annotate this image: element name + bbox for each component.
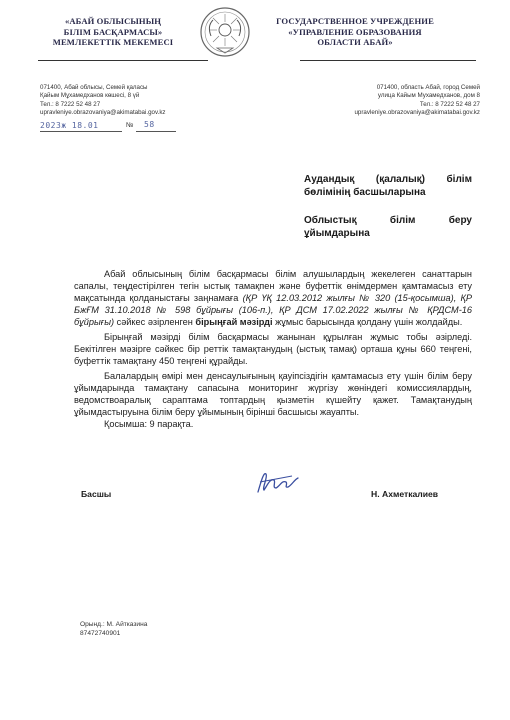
- org-line: БІЛІМ БАСҚАРМАСЫ»: [63, 26, 163, 37]
- date-handwritten: 2023ж 18.01: [40, 121, 99, 130]
- text-run: сәйкес әзірленген: [114, 317, 196, 327]
- address-line: 071400, Абай облысы, Семей қаласы: [40, 84, 148, 91]
- org-line: «УПРАВЛЕНИЕ ОБРАЗОВАНИЯ: [288, 26, 422, 37]
- org-line: ГОСУДАРСТВЕННОЕ УЧРЕЖДЕНИЕ: [276, 16, 434, 26]
- recipient-line: Аудандық (қалалық) білім: [304, 174, 472, 185]
- org-line: МЕМЛЕКЕТТІК МЕКЕМЕСІ: [52, 37, 174, 47]
- address-line: Тел.: 8 7222 52 48 27: [40, 100, 101, 108]
- recipient-line: Облыстық білім беру: [304, 215, 472, 226]
- executor-phone: 87472740901: [80, 629, 121, 637]
- address-line: 071400, область Абай, город Семей: [376, 84, 480, 91]
- recipient-line: бөлімінің басшыларына: [304, 187, 426, 198]
- executor-info: [80, 621, 147, 638]
- state-emblem-icon: [199, 6, 251, 58]
- address-line: улица Кайым Мухамедханов, дом 8: [377, 92, 480, 100]
- text-run: Абай облысының білім басқармасы білім алушылардың жекелеген санаттарын сапалы, теңдестірілген тегін ыстық тамақпен және буфеттік өнімдермен қамтамасыз ету мақсатында қолданыстағы заңнамаға: [74, 269, 472, 303]
- org-line: ОБЛАСТИ АБАЙ»: [317, 37, 393, 47]
- header-divider-right: [300, 60, 476, 61]
- date-underline: [40, 131, 122, 132]
- date-number-line: [40, 120, 200, 134]
- letter-body: [74, 268, 472, 430]
- number-handwritten: 58: [144, 120, 155, 129]
- emphasis-term: бірыңғай мәзірді: [195, 317, 273, 327]
- org-name-kazakh: [38, 16, 188, 48]
- recipient-line: ұйымдарына: [304, 228, 370, 239]
- address-russian: [320, 84, 480, 118]
- paragraph-3: Балалардың өмірі мен денсаулығының қауіпсіздігін қамтамасыз ету үшін білім беру ұйымдарында тамақтану сапасына мониторинг жүргізу жөніндегі комиссиялардың, ведомствоаралық сараптама топтардың қызметін күшейту қажет. Тамақтанудың ұйымдастыруына білім беру ұйымының бірінші басшысы жауапты.: [74, 371, 472, 417]
- address-kazakh: [40, 84, 210, 118]
- signatory-name: Н. Ахметкалиев: [371, 489, 439, 499]
- recipient-regional: [304, 214, 472, 240]
- text-run: жұмыс барысында қолдану үшін жолдайды.: [272, 317, 463, 327]
- executor-name: Орынд.: М. Айтказина: [80, 621, 148, 628]
- number-underline: [136, 131, 176, 132]
- legal-reference: (ҚР ҮҚ 12.03.2012 жылғы № 320 (15-қосымша), ҚР БжҒМ 31.10.2018 № 598 бұйрығы (106-п.), ҚР ДСМ 17.02.2022 жылғы № ҚРДСМ-16 бұйрығы): [74, 293, 473, 327]
- recipient-district: [304, 173, 472, 199]
- address-line: Тел.: 8 7222 52 48 27: [419, 100, 480, 108]
- org-line: «АБАЙ ОБЛЫСЫНЫҢ: [64, 16, 162, 26]
- signature-title: Басшы: [81, 489, 112, 499]
- address-line: upravleniye.obrazovaniya@akimatabai.gov.kz: [40, 109, 166, 117]
- org-name-russian: [270, 16, 440, 48]
- header-divider-left: [38, 60, 208, 61]
- attachment-note: Қосымша: 9 парақта.: [104, 419, 194, 429]
- handwritten-signature: [252, 468, 302, 498]
- address-line: Қайым Мұхамедханов көшесі, 8 үй: [40, 92, 140, 100]
- number-label: №: [126, 122, 134, 129]
- address-line: upravleniye.obrazovaniya@akimatabai.gov.kz: [354, 109, 480, 117]
- paragraph-2: Бірыңғай мәзірді білім басқармасы жанынан құрылған жұмыс тобы әзірледі. Бекітілген мәзірге сәйкес бір реттік тамақтанудың (ыстық тамақ) орташа құны 660 теңгені, буфеттік тамақтану 450 теңгені құрайды.: [74, 332, 472, 366]
- paragraph-1: [74, 268, 472, 328]
